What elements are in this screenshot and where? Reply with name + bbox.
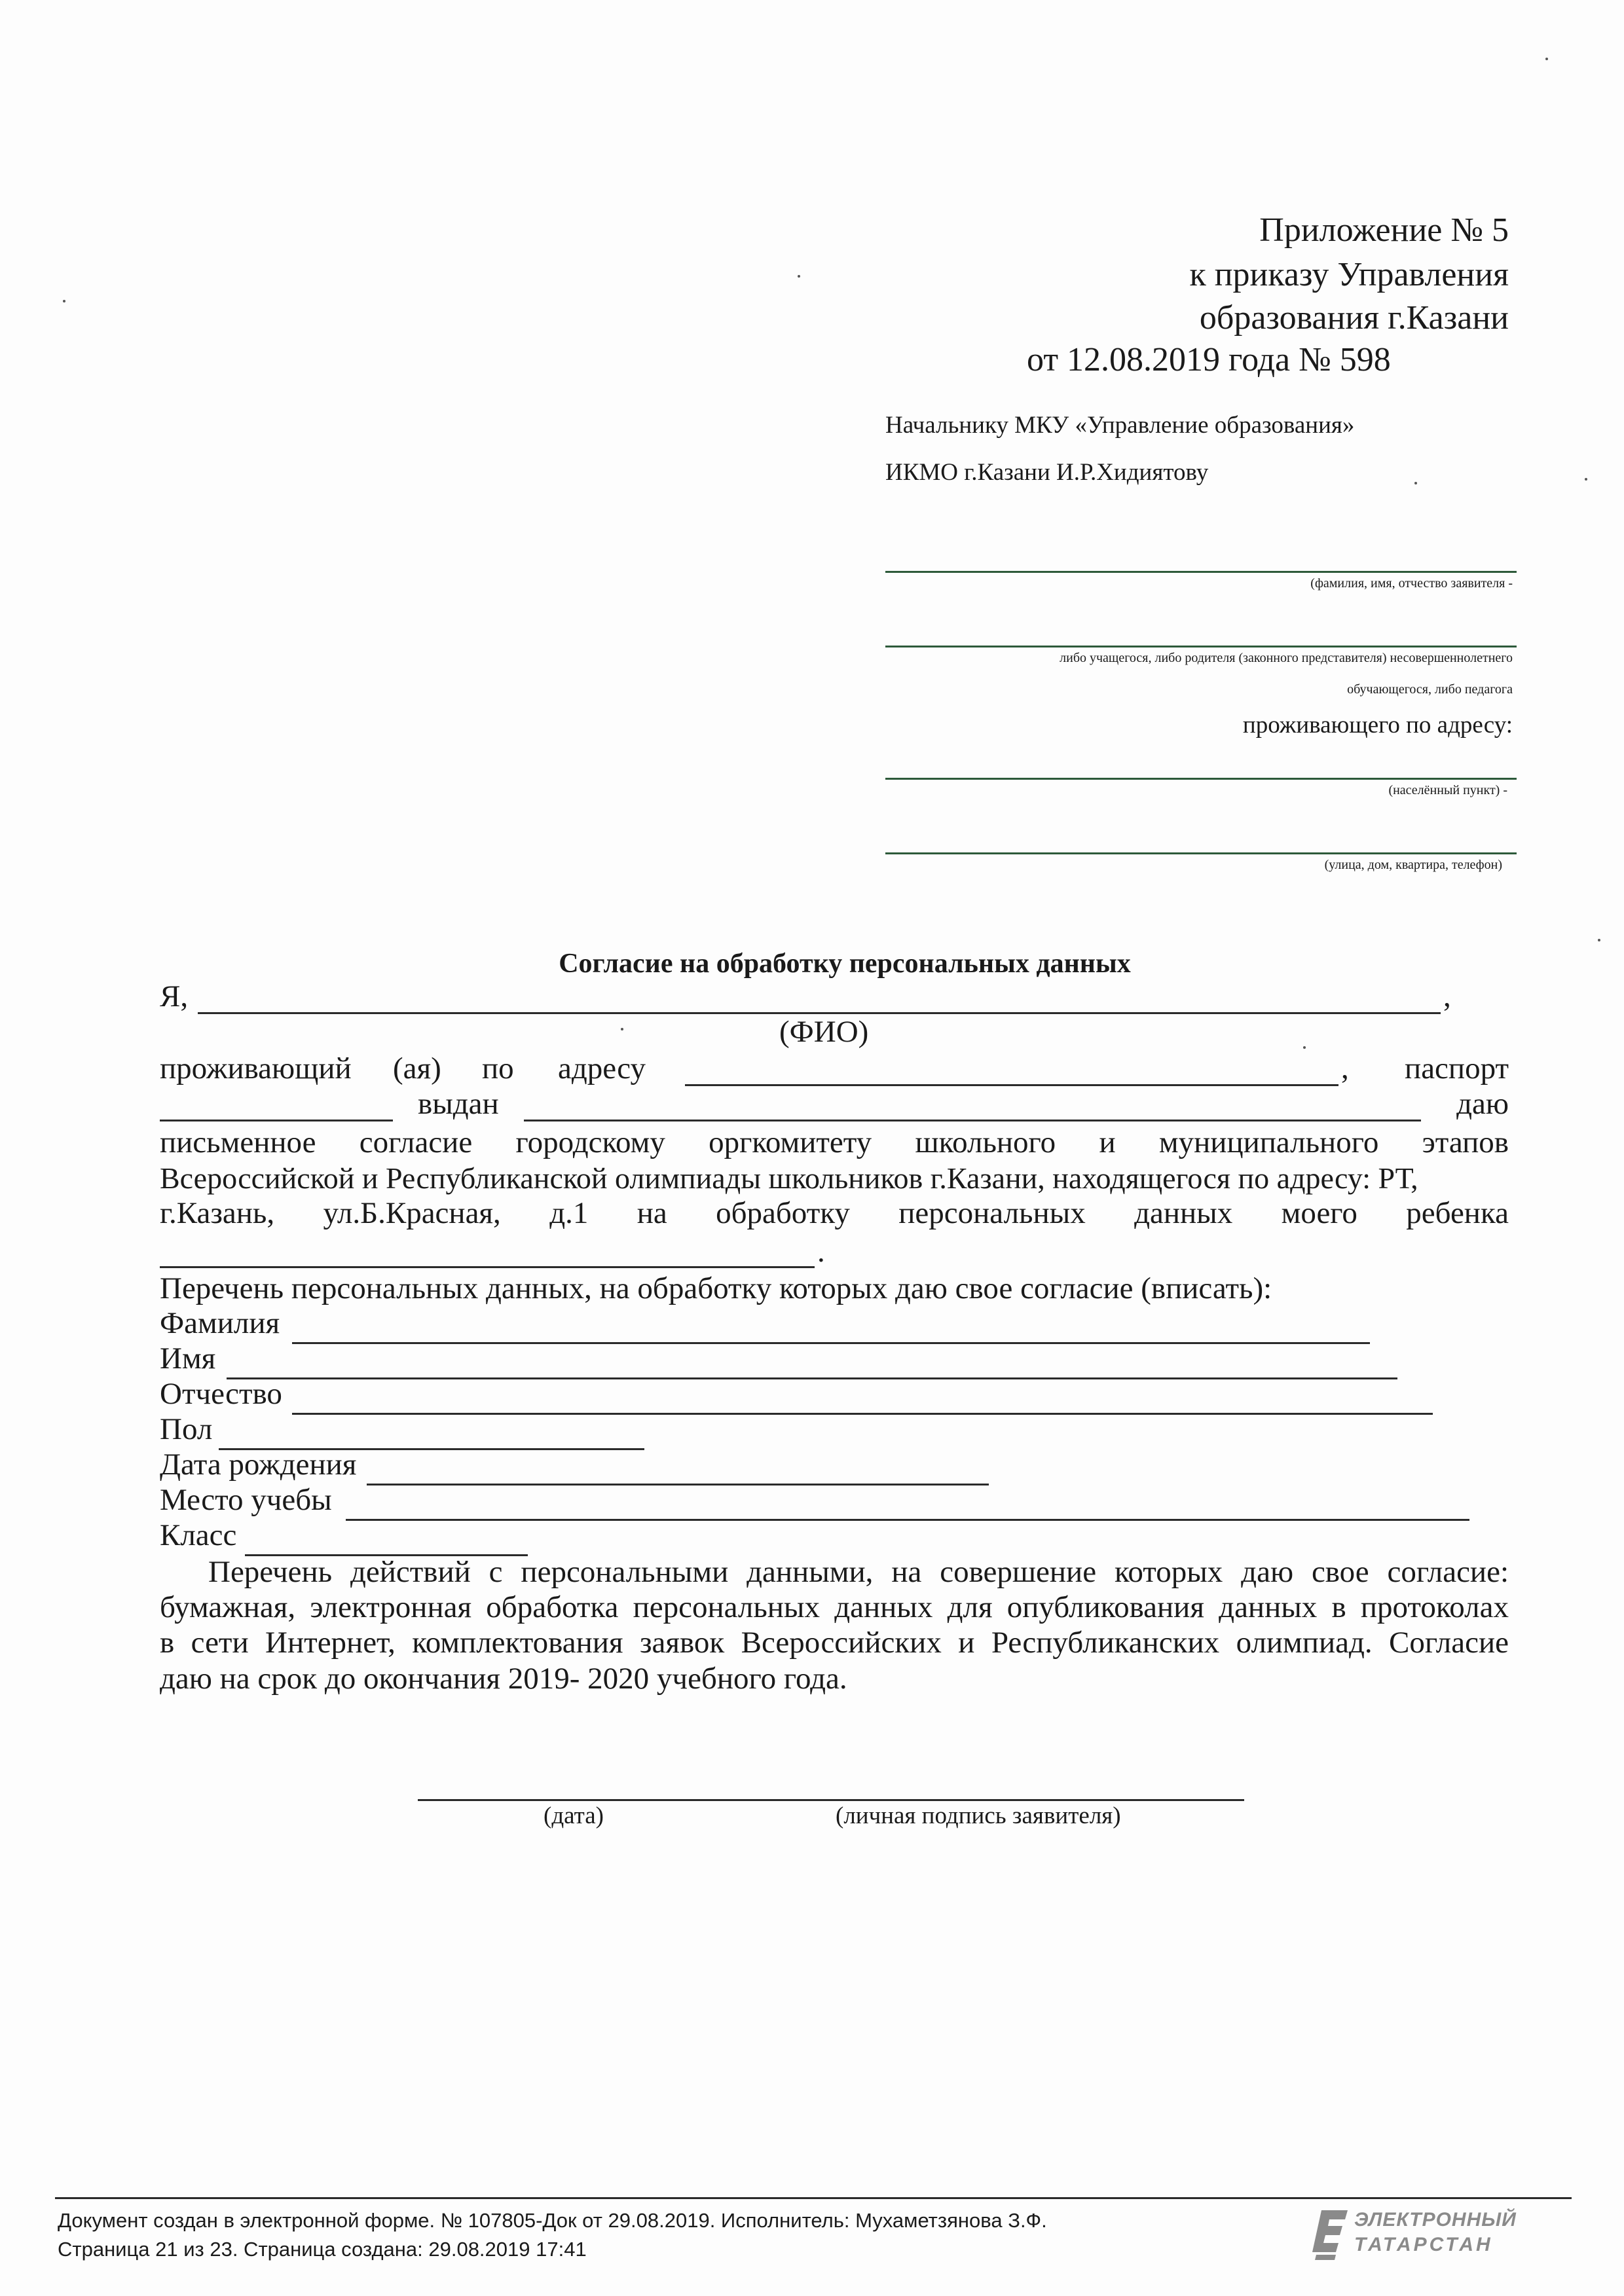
applicant-name-line[interactable] bbox=[885, 571, 1517, 573]
residence-address-line[interactable] bbox=[685, 1084, 1338, 1086]
child-name-line[interactable] bbox=[160, 1266, 815, 1268]
birth-date-label: Дата рождения bbox=[160, 1448, 357, 1482]
actions-line-2: бумажная, электронная обработка персональных данных для опубликования данных в протоколах bbox=[160, 1590, 1509, 1624]
consent-word: письменное bbox=[160, 1125, 316, 1159]
addressee-line1: Начальнику МКУ «Управление образования» bbox=[885, 412, 1355, 439]
logo-icon bbox=[1312, 2210, 1348, 2260]
consent-word: муниципального bbox=[1158, 1125, 1379, 1159]
signature-line[interactable] bbox=[418, 1799, 1244, 1801]
fio-caption: (ФИО) bbox=[779, 1015, 869, 1049]
footer-line-2: Страница 21 из 23. Страница создана: 29.08.2019 17:41 bbox=[58, 2238, 587, 2261]
order-department: образования г.Казани bbox=[1199, 299, 1509, 337]
date-caption: (дата) bbox=[544, 1802, 604, 1829]
consent-word: согласие bbox=[359, 1125, 473, 1159]
residing-word-3: по bbox=[482, 1051, 514, 1085]
surname-line[interactable] bbox=[292, 1342, 1370, 1344]
address-word: ул.Б.Красная, bbox=[323, 1196, 501, 1230]
applicant-role-line[interactable] bbox=[885, 646, 1517, 647]
gender-label: Пол bbox=[160, 1412, 213, 1446]
actions-line-4: даю на срок до окончания 2019- 2020 учебного года. bbox=[160, 1662, 847, 1696]
scan-speck bbox=[1598, 939, 1600, 941]
consent-word: городскому bbox=[515, 1125, 665, 1159]
residing-word-4: адресу bbox=[558, 1051, 646, 1085]
residing-word-2: (ая) bbox=[393, 1051, 441, 1085]
child-name-period: . bbox=[817, 1235, 825, 1269]
scan-speck bbox=[1585, 478, 1587, 481]
residing-label: проживающего по адресу: bbox=[1242, 712, 1513, 738]
study-place-line[interactable] bbox=[346, 1519, 1469, 1521]
actions-line-1: Перечень действий с персональными данными, на совершение которых даю свое согласие: bbox=[208, 1555, 1509, 1589]
study-place-label: Место учебы bbox=[160, 1483, 332, 1517]
address-word: моего bbox=[1281, 1196, 1357, 1230]
consent-word: оргкомитету bbox=[709, 1125, 872, 1159]
organizer-address-line bbox=[160, 1195, 1509, 1231]
caption-applicant-role-2: обучающегося, либо педагога bbox=[1347, 682, 1513, 697]
caption-street: (улица, дом, квартира, телефон) bbox=[1324, 858, 1502, 872]
birth-date-line[interactable] bbox=[367, 1484, 989, 1485]
address-word: обработку bbox=[716, 1196, 850, 1230]
name-label: Имя bbox=[160, 1341, 216, 1376]
appendix-number: Приложение № 5 bbox=[1259, 211, 1509, 249]
i-prefix: Я, bbox=[160, 979, 189, 1013]
street-line[interactable] bbox=[885, 852, 1517, 854]
logo-text-top: ЭЛЕКТРОННЫЙ bbox=[1354, 2209, 1517, 2231]
caption-locality: (населённый пункт) - bbox=[1388, 783, 1507, 797]
address-word: данных bbox=[1134, 1196, 1233, 1230]
passport-label: паспорт bbox=[1405, 1051, 1509, 1085]
patronymic-line[interactable] bbox=[292, 1413, 1433, 1415]
caption-applicant-name: (фамилия, имя, отчество заявителя - bbox=[1310, 576, 1513, 591]
address-word: д.1 bbox=[549, 1196, 589, 1230]
logo-text-bottom: ТАТАРСТАН bbox=[1354, 2234, 1493, 2255]
scan-speck bbox=[63, 300, 65, 302]
actions-line-3: в сети Интернет, комплектования заявок Всероссийских и Республиканских олимпиад. Согласие bbox=[160, 1626, 1509, 1660]
address-word: на bbox=[637, 1196, 667, 1230]
scan-speck bbox=[1545, 58, 1548, 60]
document-title: Согласие на обработку персональных данных bbox=[559, 949, 1131, 979]
give-label: даю bbox=[1456, 1087, 1509, 1121]
address-word: г.Казань, bbox=[160, 1196, 275, 1230]
data-list-title: Перечень персональных данных, на обработку которых даю свое согласие (вписать): bbox=[160, 1271, 1272, 1305]
class-label: Класс bbox=[160, 1518, 237, 1552]
consent-line bbox=[160, 1125, 1509, 1160]
consent-word: и bbox=[1099, 1125, 1116, 1159]
order-date: от 12.08.2019 года № 598 bbox=[1027, 341, 1391, 378]
footer-line-1: Документ создан в электронной форме. № 107805-Док от 29.08.2019. Исполнитель: Мухаметзянова З.Ф. bbox=[58, 2209, 1047, 2232]
caption-applicant-role-1: либо учащегося, либо родителя (законного представителя) несовершеннолетнего bbox=[1060, 651, 1513, 665]
scan-speck bbox=[1303, 1046, 1306, 1049]
address-word: персональных bbox=[898, 1196, 1086, 1230]
residing-word-1: проживающий bbox=[160, 1051, 352, 1085]
scan-speck bbox=[621, 1028, 623, 1030]
footer-divider bbox=[55, 2197, 1572, 2199]
residence-comma: , bbox=[1341, 1051, 1349, 1085]
issued-by-line[interactable] bbox=[524, 1120, 1421, 1121]
issued-label: выдан bbox=[418, 1087, 499, 1121]
passport-number-line[interactable] bbox=[160, 1120, 393, 1121]
patronymic-label: Отчество bbox=[160, 1377, 282, 1411]
fio-comma: , bbox=[1443, 979, 1451, 1013]
olympiad-line: Всероссийской и Республиканской олимпиады школьников г.Казани, находящегося по адресу: РТ, bbox=[160, 1161, 1418, 1195]
scan-speck bbox=[1414, 482, 1417, 484]
surname-label: Фамилия bbox=[160, 1306, 280, 1340]
consent-word: этапов bbox=[1422, 1125, 1509, 1159]
scan-speck bbox=[798, 275, 800, 278]
order-reference: к приказу Управления bbox=[1189, 256, 1509, 293]
electronic-tatarstan-logo bbox=[1312, 2208, 1535, 2263]
address-word: ребенка bbox=[1406, 1196, 1509, 1230]
consent-word: школьного bbox=[915, 1125, 1056, 1159]
signature-caption: (личная подпись заявителя) bbox=[836, 1802, 1121, 1829]
locality-line[interactable] bbox=[885, 778, 1517, 780]
name-line[interactable] bbox=[227, 1377, 1397, 1379]
addressee-line2: ИКМО г.Казани И.Р.Хидиятову bbox=[885, 459, 1209, 486]
